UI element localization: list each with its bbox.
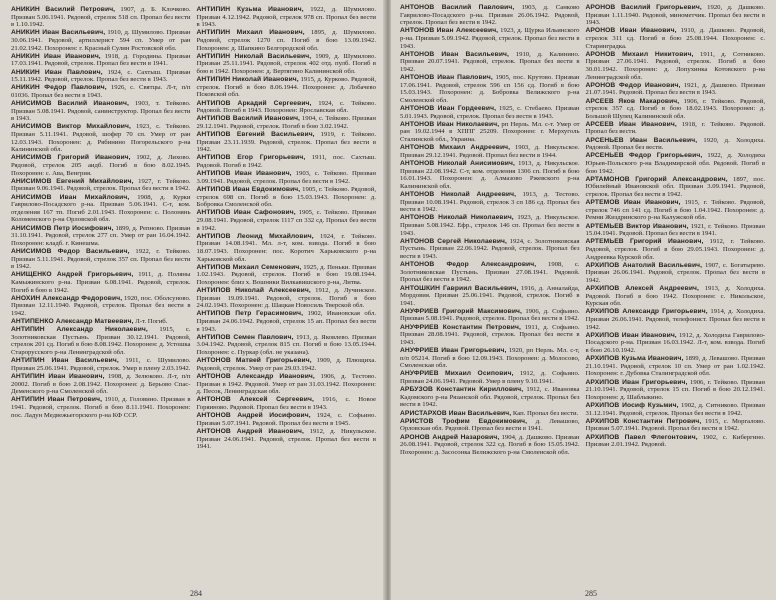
memorial-entry <box>197 115 377 130</box>
entry-text: 1899, д. Репново. Призван 31.10.1941. Рядовой, стрелок 277 сп. Умер от ран 16.04.1942. Похоронен: кладб. г. Кинешма. <box>11 224 191 247</box>
entry-text: 1903, с. Тейково. Призван 3.09.1941. Рядовой, стрелок. Пропал без вести в 1942. <box>196 170 377 185</box>
entry-text: 1924, с. Сахтыш. Призван 15.11.1942. Рядовой, стрелок. Пропал без вести в 1943. <box>11 68 191 84</box>
memorial-entry <box>400 144 580 159</box>
memorial-entry <box>586 402 766 417</box>
entry-name: АНТИПОВ Иван Сафонович, <box>196 209 296 217</box>
memorial-entry <box>197 76 377 99</box>
entry-name: АНТИПОВ Леонид Михайлович, <box>196 232 314 240</box>
memorial-entry <box>400 160 580 190</box>
memorial-entry <box>586 418 766 433</box>
memorial-entry <box>11 225 191 248</box>
entry-text: 1912, с. Ивановка Кадомского р-на Рязанской обл. Рядовой, стрелок. Пропал без вести в 1942. <box>400 386 580 409</box>
entry-name: АНТОНОВ Николай Николаевич, <box>400 214 514 222</box>
entry-name: АНУФРИЕВ Григорий Максимович, <box>400 307 522 315</box>
memorial-entry <box>586 199 766 222</box>
entry-name: АНИСИМОВ Василий Иванович, <box>11 100 129 108</box>
memorial-entry <box>197 310 377 333</box>
entry-name: АНИКИН Федор Павлович, <box>11 84 107 92</box>
entry-name: АНТОНОВ Иван Васильевич, <box>400 50 509 58</box>
entry-text: 1922, д. Холодиха Юрьев-Польского р-на Владимирской обл. Рядовой. Погиб в бою 1942. <box>585 152 765 175</box>
entry-name: АНТИПОВ Иван Евдокимович, <box>196 186 301 193</box>
entry-text: 1906, д. Тестово. Призван в 1942. Рядовой. Умер от ран 31.03.1942. Похоронен: д. Песок, Ленинградская обл. <box>196 373 376 396</box>
entry-name: АНТИПОВ Петр Герасимович, <box>196 310 304 318</box>
memorial-entry <box>197 373 377 396</box>
entry-name: АНУФРИЕВ Иван Григорьевич, <box>400 347 507 355</box>
entry-name: АРХИПОВ Анатолий Васильевич, <box>585 261 703 269</box>
memorial-entry <box>400 308 580 323</box>
entry-text: 1909, д. Шумилово. Призван 25.11.1941. Рядовой, стрелок 402 отд. пулб. Погиб в бою в 1942. Похоронен: д. Вертягино Калининской обл. <box>196 52 377 75</box>
entry-name: АНИЩЕНКО Андрей Григорьевич, <box>11 271 134 279</box>
entry-text: 1912, г. Тейково. Рядовой, стрелок. Погиб в бою 29.05.1943. Похоронен: д. Андреевка Курской обл. <box>585 238 765 261</box>
entry-text: 1908, д. Курки Гаврилово-Посадского р-на. Призван 5.06.1941. С-т, ком. отделения 167 тп. Погиб 2.01.1943. Похоронен: с. Полонянь Коломенского р-на Орловской обл. <box>11 193 191 224</box>
page-number-left: 284 <box>190 589 202 598</box>
entry-name: АНТИПИН Иван Петрович, <box>11 396 103 404</box>
entry-text: 1915, с. Золотниковская Пустынь. Призван 30.12.1941. Рядовой, стрелок 201 сд. Погиб в бою 8.08.1942. Похоронен: д. Устошка Старорусского р-на Ленинградской обл. <box>11 326 191 357</box>
entry-text: 1906, д. Софьино. Призван 5.08.1941. Рядовой, стрелок. Пропал без вести в 1942. <box>400 307 580 323</box>
entry-text: 1913, д. Яковлево. Призван 3.04.1942. Рядовой, стрелок 815 сп. Погиб в бою 13.05.1944. Похоронен: с. Пуркар (обл. не указана). <box>196 333 377 357</box>
entry-text: 1927, г. Тейково. Призван 9.06.1941. Рядовой, стрелок. Пропал без вести в 1942. <box>11 177 191 193</box>
entry-name: АНТОНОВ Николай Анисимович, <box>400 160 515 168</box>
memorial-entry <box>586 238 766 261</box>
memorial-entry <box>11 84 191 99</box>
entry-name: АНТОШКИН Гавриил Васильевич, <box>400 284 519 292</box>
entry-text: 1903, т. Тейково. Призван 5.08.1941. Рядовой, санинструктор. Пропал без вести в 1943. <box>11 100 191 123</box>
memorial-entry <box>197 287 377 310</box>
entry-name: АНИСИМОВ Григорий Иванович, <box>11 154 131 162</box>
entry-text: 1902, д. Ситниково. Призван 31.12.1941. Рядовой, стрелок. Пропал без вести в 1942. <box>585 401 765 417</box>
entry-name: АРТЕМОВ Иван Иванович, <box>585 199 681 207</box>
entry-text: 1897, пос. Юбилейный Ивановской обл. Призван 3.09.1941. Рядовой, стрелок. Пропал без вести в 1942. <box>585 175 765 198</box>
entry-text: 1906, г. Тейково. Рядовой, стрелок 357 сд. Погиб в бою 18.02.1943. Похоронен: д. Большой Шулец Калининской обл. <box>585 97 765 120</box>
entry-name: АРИСТОВ Трофим Евдокимович, <box>400 417 528 425</box>
entry-name: АРХИПОВ Кузьма Иванович, <box>585 355 684 363</box>
entry-name: АРСЕЕВ Яков Макарович, <box>585 97 680 105</box>
entry-text: 1919, г. Тейково. Призван 23.11.1939. Рядовой, стрелок. Пропал без вести в 1942. <box>196 131 376 154</box>
entry-name: АНИСИМОВ Евгений Михайлович, <box>11 177 134 185</box>
memorial-entry <box>586 4 766 27</box>
memorial-entry <box>586 51 766 81</box>
entry-name: АНТИПОВ Михаил Семенович, <box>196 263 302 271</box>
entry-text: 1912, д. Софьино. Призван 24.06.1941. Рядовой. Умер в плену 9.10.1941. <box>400 370 580 385</box>
entry-name: АНТОНОВ Иван Гордеевич, <box>400 105 497 113</box>
memorial-entry <box>197 29 377 52</box>
memorial-entry <box>400 386 580 409</box>
entry-text: 1905, пос. Крутово. Призван 17.06.1941. Рядовой, стрелок 596 сп 156 сд. Погиб в бою 15.03.1943. Похоронен: д. Бобровка Велижского р-на Смоленской обл. <box>400 74 580 104</box>
entry-text: 1911, д. Софьино. Призван 28.08.1941. Рядовой, стрелок. Пропал без вести в 1943. <box>400 323 580 346</box>
entry-text: 1916, д. Анналайда, Мордовия. Призван 25.06.1941. Рядовой, стрелок. Погиб в 1941. <box>400 284 580 307</box>
entry-name: АНИСИМОВ Федор Васильевич, <box>11 247 130 255</box>
entry-text: 1915, д. Курково. Рядовой, стрелок. Погиб в бою 8.06.1944. Похоронен: д. Лобачево Псковской обл. <box>196 76 376 99</box>
entry-text: 1920, д. Дашково. Призван 1.11.1940. Рядовой, минометчик. Пропал без вести в 1943. <box>585 4 766 27</box>
entry-name: АНТИПОВ Иван Иванович, <box>196 170 292 178</box>
entry-text: 1913, д. Никульское. Призван 22.08.1942. С-т, ком. отделения 1306 сп. Погиб в бою 16.01.1943. Похоронен: д. Алмазово Ржевского р-на Калининской обл. <box>400 160 580 190</box>
memorial-entry <box>586 152 766 175</box>
entry-text: 1915, г. Тейково. Рядовой, стрелок 746 сп 141 сд. Погиб в бою 1.04.1942. Похоронен: д. Ремни Жиздринского р-на Калужской обл. <box>585 199 765 222</box>
entry-name: АНТОНОВ Матвей Григорьевич, <box>196 357 312 365</box>
entry-name: АНТОНОВ Федор Александрович, <box>400 261 537 269</box>
memorial-entry <box>197 209 377 232</box>
entry-name: АРХИПОВ Иван Григорьевич, <box>585 378 688 386</box>
memorial-entry <box>400 121 580 144</box>
entry-text: 1895, д. Шумилово. Рядовой, стрелок 1270 сп. Погиб в бою 13.09.1942. Похоронен: д. Шапкино Белгородской обл. <box>196 29 376 52</box>
entry-text: 1924, г. Тейково. Призван 14.08.1941. Мл. л-т, ком. взвода. Погиб в бою 18.07.1943. Похоронен: пос. Коротич Харьковского р-на Харьковской обл. <box>196 232 376 263</box>
memorial-entry <box>11 326 191 356</box>
entry-name: АНИКИН Иван Васильевич, <box>11 29 106 37</box>
entry-name: АНИКИН Иван Павлович, <box>11 68 103 76</box>
entry-name: АНТИПОВ Семен Павлович, <box>196 333 294 341</box>
entry-text: Л-т. Погиб. <box>135 318 168 326</box>
memorial-entry <box>400 347 580 370</box>
memorial-entry <box>586 379 766 402</box>
memorial-entry <box>197 170 377 185</box>
memorial-entry <box>400 434 580 457</box>
memorial-entry <box>400 238 580 261</box>
memorial-entry <box>11 154 191 177</box>
left-page-column-1 <box>8 6 194 600</box>
memorial-entry <box>197 186 377 209</box>
memorial-entry <box>400 27 580 50</box>
entry-name: АРОНОВ Андрей Назарович, <box>400 433 500 441</box>
memorial-entry <box>11 248 191 271</box>
entry-text: 1905, г. Тейково. Рядовой, стрелок 698 сп. Погиб в бою 15.03.1943. Похоронен: д. Бобровка Смоленской обл. <box>196 186 377 209</box>
memorial-entry <box>197 154 377 169</box>
entry-name: АНТИПИН Иван Васильевич, <box>11 357 119 365</box>
entry-text: 1923, д. Щурка Ильинского р-на. Призван 5.09.1942. Рядовой, стрелок. Пропал без вести в 1943. <box>400 27 580 50</box>
memorial-entry <box>400 4 580 27</box>
entry-name: АНТОНОВ Сергей Николаевич, <box>400 237 507 245</box>
entry-name: АНТИПОВ Аркадий Сергеевич, <box>196 99 312 107</box>
entry-text: 1912, д. Холодиха Гаврилово-Посадского р-на. Призван 16.03.1942. Л-т, ком. взвода. Погиб в бою 26.10.1942. <box>585 331 766 355</box>
entry-text: 1910, д. Дашково. Рядовой, стрелок 311 сд. Погиб в бою 25.08.1944. Похоронен: с. Старинградка. <box>585 27 765 50</box>
entry-text: 1922, г. Тейково. Призван 5.11.1941. Рядовой, стрелок 357 сп. Пропал без вести в 1942. <box>11 247 191 271</box>
entry-name: АНТИПИН Иван Иванович, <box>11 373 105 380</box>
memorial-entry <box>400 370 580 385</box>
entry-text: 1920, рп Нерль. Мл. с-т, п/п 05214. Погиб в бою 12.09.1943. Похоронен: д. Молосово, Смоленская обл. <box>400 347 580 370</box>
memorial-entry <box>586 137 766 152</box>
memorial-entry <box>586 176 766 199</box>
entry-name: АНИКИН Василий Петрович, <box>11 6 116 13</box>
entry-name: АРТЕМЬЕВ Григорий Иванович, <box>585 238 704 246</box>
entry-name: АНТОНОВ Алексей Сергеевич, <box>196 396 314 404</box>
entry-text: 1904, д. Дашково. Призван 26.08.1941. Рядовой, стрелок 322 сд. Погиб в бою 15.05.1942. Похоронен: д. Засосонка Велижского р-на Смоленской обл. <box>400 433 580 456</box>
entry-name: АНТОНОВ Иван Алексеевич, <box>400 27 499 35</box>
entry-name: АРХИПОВ Константин Петрович, <box>585 417 702 425</box>
memorial-entry <box>586 262 766 285</box>
entry-text: 1903, д. Санково Гаврилово-Посадского р-на. Призван 26.06.1942. Рядовой, стрелок. Пропал без вести в 1942. <box>400 4 580 27</box>
entry-name: АРОНОВ Василий Григорьевич, <box>585 4 702 11</box>
entry-text: 1902, с. Кибергино. Призван 2.01.1942. Рядовой. <box>585 433 766 449</box>
memorial-entry <box>400 324 580 347</box>
entry-text: 1902, Ивановская обл. Призван 24.06.1942. Рядовой, стрелок 15 ап. Пропал без вести в 1943. <box>196 310 376 333</box>
page-number-right: 285 <box>585 589 597 598</box>
entry-name: АНТИПЕНКО Александр Матвеевич, <box>11 318 134 326</box>
memorial-entry <box>586 223 766 238</box>
entry-text: 1924, с. Софьино. Призван 5.07.1941. Рядовой. Пропал без вести в 1945. <box>196 412 376 427</box>
entry-text: 1921, д. Дашково. Призван 21.07.1941. Рядовой. Пропал без вести в 1943. <box>585 81 765 97</box>
entry-name: АНТОНОВ Николай Андреевич, <box>400 191 517 198</box>
entry-name: АНТОНОВ Иван Павлович, <box>400 74 493 82</box>
entry-name: АНТИПОВ Николай Алексеевич, <box>196 287 311 295</box>
entry-name: АРХИПОВ Иван Иванович, <box>585 331 677 339</box>
entry-text: 1912, д. Лучинское. Призван 19.09.1941. Рядовой, стрелок. Погиб в бою 24.02.1943. Похоронен: д. Шацкая Новосиль Тверской обл. <box>196 287 376 310</box>
memorial-entry <box>400 285 580 308</box>
entry-text: 1914, д. Холодиха. Призван 26.06.1941. Рядовой, телефонист. Пропал без вести в 1942. <box>585 308 766 331</box>
entry-name: АРИСТАРХОВ Иван Васильевич, <box>400 409 512 417</box>
entry-name: АНТИПИН Кузьма Иванович, <box>196 6 304 13</box>
memorial-entry <box>400 74 580 104</box>
entry-text: 1913, д. Холодиха. Рядовой. Погиб в бою 1942. Похоронен: с. Никольское, Курская обл. <box>585 285 766 308</box>
entry-text: 1908, с. Золотниковская Пустынь. Призван 27.08.1941. Рядовой. Пропал без вести в 1942. <box>400 261 580 284</box>
entry-name: АРОНОВ Иван Иванович, <box>585 27 677 35</box>
entry-text: 1910, д. Калинино. Призван 20.07.1941. Рядовой, стрелок. Пропал без вести в 1942. <box>400 50 580 73</box>
memorial-entry <box>11 271 191 294</box>
entry-name: АНИСИМОВ Петр Иосифович, <box>11 224 114 232</box>
entry-text: 1912, д. Никульское. Призван 24.06.1941. Рядовой, стрелок. Пропал без вести в 1941. <box>196 427 376 451</box>
entry-text: 1913, д. Тестово. Призван 10.08.1941. Рядовой, стрелок 3 сп 186 сд. Пропал без вести в 1942. <box>400 191 580 214</box>
entry-name: АРХИПОВ Иосиф Кузьмич, <box>585 401 679 409</box>
entry-text: д. Левашово, Орловская обл. Рядовой. Пропал без вести в 1941. <box>400 417 580 433</box>
left-page-column-2 <box>194 6 380 600</box>
entry-text: 1920, пос. Оболсуново. Призван 12.11.1940. Рядовой, стрелок. Пропал без вести в 1942. <box>11 294 191 317</box>
entry-name: АНТОНОВ Михаил Андреевич, <box>400 144 511 152</box>
entry-text: 1926, с. Святцы. Л-т, п/п 01036. Пропал без вести в 1943. <box>11 84 191 99</box>
entry-text: 1916, с. Новое Горяиново. Рядовой. Пропал без вести в 1943. <box>196 396 376 411</box>
left-page <box>0 0 385 600</box>
memorial-entry <box>586 121 766 136</box>
memorial-entry <box>11 6 191 29</box>
entry-name: АНУФРИЕВ Константин Петрович, <box>400 323 521 331</box>
entry-text: 1924, с. Золотниковская Пустынь. Призван 22.06.1942. Рядовой, стрелок. Пропал без вести в 1943. <box>400 237 580 260</box>
entry-name: АРХИПОВ Алексей Андреевич, <box>585 285 699 293</box>
entry-name: АРОНОВ Михаил Никитович, <box>585 50 694 58</box>
entry-name: АНТОНОВ Иван Николаевич, <box>400 120 500 128</box>
entry-text: 1921, г. Тейково. Призван 15.04.1941. Рядовой. Пропал без вести в 1941. <box>585 222 765 238</box>
entry-text: 1918, г. Тейково. Рядовой. Пропал без вести. <box>585 120 765 136</box>
entry-text: 1907, с. Богатырево. Призван 26.06.1941. Рядовой, стрелок. Пропал без вести в 1942. <box>585 261 766 284</box>
memorial-entry <box>197 334 377 357</box>
entry-text: 1907, д. Б. Клочково. Призван 5.06.1941. Рядовой, стрелок 518 сп. Пропал без вести в 1.10.1942. <box>11 6 191 29</box>
entry-text: 1909, д. Плющиха. Рядовой, стрелок. Умер от ран 29.03.1942. <box>196 357 376 372</box>
memorial-entry <box>11 373 191 396</box>
memorial-entry <box>11 396 191 419</box>
entry-name: АРОНОВ Федор Иванович, <box>585 81 681 89</box>
entry-name: АНТОНОВ Андрей Иванович, <box>196 427 304 435</box>
entry-text: 1915, с. Моргалово. Призван 5.07.1941. Рядовой. Пропал без вести в 1942. <box>585 417 766 433</box>
entry-text: 1910, д. Головино. Призван в 1941. Рядовой, стрелок. Погиб в бою 8.11.1941. Похоронен: пос. Ладун Медвежьегорского р-на КФ ССР. <box>11 396 191 419</box>
entry-text: 1920, д. Холодиха. Рядовой. Пропал без вести. <box>585 136 765 152</box>
memorial-entry <box>11 69 191 84</box>
right-page <box>391 0 776 600</box>
memorial-entry <box>586 332 766 355</box>
memorial-entry <box>586 355 766 378</box>
entry-text: 1911, пос. Сахтыш. Рядовой. Погиб в 1942. <box>196 154 377 170</box>
entry-name: АРХИПОВ Павел Флегонтович, <box>585 433 698 441</box>
entry-text: 1910, д. Шумилово. Призван 30.06.1941. Рядовой, артиллерист 594 сп. Умер от ран 21.02.1942. Похоронен: г. Красный Сулин Ростовской обл. <box>11 29 191 52</box>
entry-name: АРБУЗОВ Константин Кириллович, <box>400 386 524 394</box>
memorial-entry <box>586 82 766 97</box>
entry-text: 1923, д. Никульское. Призван 5.08.1942. Ефр., стрелок 146 сп. Пропал без вести в 1943. <box>400 214 580 237</box>
memorial-entry <box>197 264 377 287</box>
entry-name: АНОХИН Александр Федорович, <box>11 294 123 302</box>
memorial-entry <box>197 412 377 427</box>
memorial-entry <box>400 105 580 120</box>
memorial-entry <box>11 194 191 224</box>
entry-name: АНИСИМОВ Иван Михайлович, <box>11 193 130 201</box>
entry-text: рп Нерль. Мл. с-т. Умер от ран 19.02.1944 в ХППГ 25209. Похоронен: г. Мерхуголь Сталинской обл., Украина. <box>400 120 580 144</box>
entry-text: 1908, д. Зелюково. Л-т, п/п 20002. Погиб в бою 2.08.1942. Похоронен: д. Берьово Спас-Деменского р-на Смоленской обл. <box>11 373 191 396</box>
memorial-entry <box>11 100 191 123</box>
memorial-entry <box>197 357 377 372</box>
entry-text: 1911, д. Поляны Камыжинского р-на. Призван 6.08.1941. Рядовой, стрелок. Погиб в бою в 1942. <box>11 271 191 294</box>
memorial-entry <box>400 214 580 237</box>
right-page-column-2 <box>583 4 769 600</box>
memorial-entry <box>11 29 191 52</box>
entry-name: АРХИПОВ Александр Григорьевич, <box>585 308 708 316</box>
entry-text: 1911, с. Шумилово. Призван 25.06.1941. Рядовой, стрелок. Умер в плену 2.03.1942. <box>11 357 191 372</box>
entry-name: АРСЕНЬЕВ Федор Григорьевич, <box>585 152 703 160</box>
memorial-entry <box>197 53 377 76</box>
entry-name: АНТИПИН Николай Васильевич, <box>196 52 312 60</box>
entry-text: 1918, д. Городины. Призван 17.03.1941. Рядовой, стрелок. Пропал без вести в 1941. <box>11 52 191 68</box>
entry-name: АНТИПОВ Егор Григорьевич, <box>196 154 306 162</box>
memorial-entry <box>400 410 580 418</box>
entry-text: 1925, д. Пеньки. Призван 1.02.1943. Рядовой, стрелок. Погиб в бою 19.08.1944. Похоронен: близ х. Вошники Вилкавишского р-на, Литва. <box>196 263 376 286</box>
entry-text: 1905, с. Тейково. Призван 29.08.1941. Рядовой, стрелок 1117 сп 332 сд. Пропал без вести в 1942. <box>196 209 376 232</box>
entry-name: АНТОНОВ Александр Иванович, <box>196 373 315 380</box>
entry-text: 1904, с. Тейково. Призван 29.12.1941. Рядовой, стрелок. Погиб в бою 3.02.1942. <box>196 115 377 130</box>
memorial-entry <box>586 308 766 331</box>
memorial-entry <box>11 178 191 193</box>
entry-name: АНТИПИН Николай Иванович, <box>196 76 299 84</box>
entry-text: 1923, с. Тейково. Призван 5.11.1941. Рядовой, шофер 70 сп. Умер от ран 12.03.1943. Похоронен: д. Рябинино Погорельского р-на Калининской обл. <box>11 123 191 154</box>
memorial-entry <box>11 53 191 68</box>
entry-name: АРТЕМЬЕВ Виктор Иванович, <box>585 222 689 230</box>
entry-name: АНТИПИН Михаил Иванович, <box>196 29 305 37</box>
memorial-entry <box>197 131 377 154</box>
entry-text: 1902, д. Лихово. Рядовой, стрелок 205 аидб. Погиб в бою 8.02.1945. Похоронен: с. Ава, Венгрия. <box>11 154 191 177</box>
memorial-entry <box>197 100 377 115</box>
memorial-entry <box>586 285 766 308</box>
entry-name: АНИКИН Иван Иванович, <box>11 52 101 60</box>
entry-name: АНТИПОВ Василий Иванович, <box>196 115 301 123</box>
entry-name: АРТАМОНОВ Григорий Александрович, <box>585 175 728 183</box>
memorial-entry <box>11 123 191 153</box>
entry-text: 1922, д. Шумилово. Призван 4.12.1942. Рядовой, стрелок 978 сп. Пропал без вести в 1943. <box>196 6 376 29</box>
entry-name: АНТОНОВ Василий Павлович, <box>400 4 515 11</box>
entry-name: АРСЕЕВ Иван Иванович, <box>585 120 677 128</box>
entry-text: 1899, д. Левашово. Призван 21.10.1941. Рядовой, стрелок 10 сп. Умер от ран 1.02.1942. Похоронен: г. Дубовка Сталинградской обл. <box>585 355 765 378</box>
entry-text: 1903, д. Никульское. Призван 29.12.1941. Рядовой. Пропал без вести в 1944. <box>400 144 580 159</box>
entry-name: АНУФРИЕВ Михаил Осипович, <box>400 370 514 378</box>
memorial-entry <box>197 396 377 411</box>
entry-name: АНИСИМОВ Виктор Михайлович, <box>11 123 131 131</box>
entry-text: Кап. Пропал без вести. <box>512 409 579 417</box>
memorial-entry <box>197 233 377 263</box>
memorial-entry <box>11 318 191 326</box>
entry-name: АРСЕНЬЕВ Иван Васильевич, <box>585 136 698 144</box>
memorial-entry <box>586 434 766 449</box>
memorial-entry <box>197 428 377 451</box>
entry-text: 1906, г. Тейково. Призван 21.10.1941. Рядовой, стрелок 15 сп. Погиб в бою 20.12.1941. Похоронен: д. Шаблыкино. <box>585 378 765 401</box>
memorial-entry <box>400 261 580 284</box>
entry-name: АНТОНОВ Андрей Иосифович, <box>196 412 311 420</box>
entry-text: 1925, с. Стебаево. Призван 5.01.1943. Рядовой, стрелок. Пропал без вести в 1943. <box>400 105 580 120</box>
memorial-entry <box>11 357 191 372</box>
memorial-entry <box>197 6 377 29</box>
entry-text: 1911, д. Сотниково. Призван 27.06.1941. Рядовой, стрелок. Погиб в бою 30.01.1942. Похоронен: д. Лопухинка Котовского р-на Ленинградской обл. <box>585 50 765 81</box>
entry-name: АНТИПОВ Евгений Васильевич, <box>196 131 315 139</box>
right-page-column-1 <box>397 4 583 600</box>
entry-name: АНТИПИН Александр Николаевич, <box>11 326 148 334</box>
memorial-entry <box>400 191 580 214</box>
entry-text: 1924, с. Тейково. Рядовой. Погиб в 1943. Похоронен: Ярославская обл. <box>196 99 376 115</box>
memorial-entry <box>586 27 766 50</box>
memorial-entry <box>400 51 580 74</box>
memorial-entry <box>11 295 191 318</box>
memorial-entry <box>400 418 580 433</box>
memorial-entry <box>586 98 766 121</box>
